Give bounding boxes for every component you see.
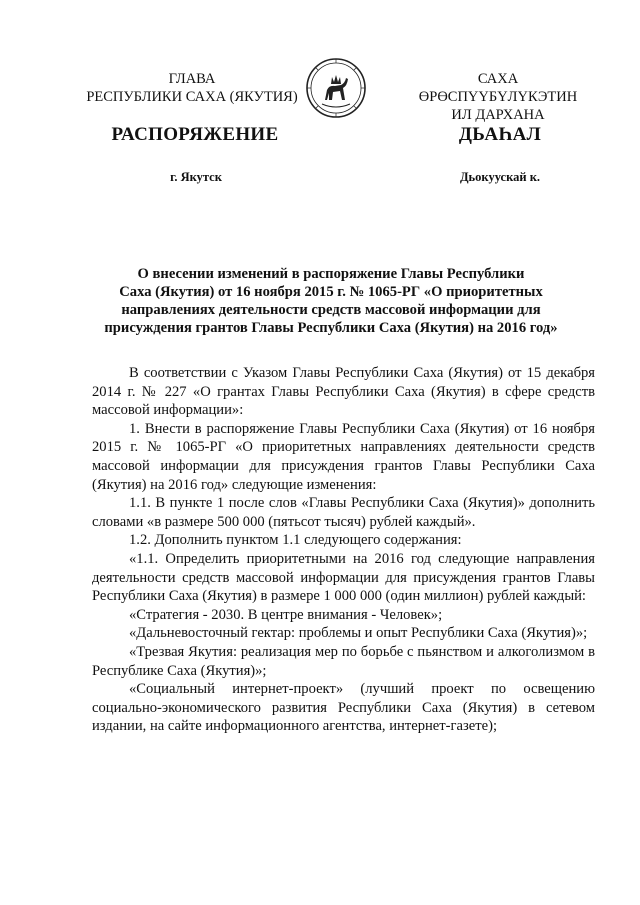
paragraph-new-item-1-1: «1.1. Определить приоритетными на 2016 год следующие направления деятельности средств массовой информации для присуждения грантов Главы Республики Саха (Якутия) в размере 1 000 000 (один миллион) рублей каждый:	[92, 550, 595, 605]
header-left-line1: ГЛАВА	[168, 71, 216, 87]
paragraph-item-1: 1. Внести в распоряжение Главы Республики Саха (Якутия) от 16 ноября 2015 г. № 1065-РГ «О приоритетных направлениях деятельности средств массовой информации для присуждения грантов Главы Республики Саха (Якутия) на 2016 год» следующие изменения:	[92, 420, 595, 493]
document-body	[92, 364, 595, 736]
republic-emblem-icon	[305, 57, 367, 119]
title-line-1: О внесении изменений в распоряжение Главы Республики	[137, 266, 525, 282]
title-line-4: присуждения грантов Главы Республики Саха (Якутия) на 2016 год»	[104, 320, 558, 336]
title-line-2: Саха (Якутия) от 16 ноября 2015 г. № 1065-РГ «О приоритетных	[119, 284, 543, 300]
paragraph-direction-sober: «Трезвая Якутия: реализация мер по борьбе с пьянством и алкоголизмом в Республике Саха (Якутия)»;	[92, 643, 595, 679]
city-russian: г. Якутск	[170, 170, 222, 184]
header-right-line1: САХА ӨРӨСПҮҮБҮЛҮКЭТИН	[418, 71, 578, 105]
document-title	[95, 265, 567, 337]
title-line-3: направлениях деятельности средств массовой информации для	[121, 302, 541, 318]
header-right-line2: ИЛ ДАРХАНА	[451, 107, 545, 123]
paragraph-item-1-1: 1.1. В пункте 1 после слов «Главы Республики Саха (Якутия)» дополнить словами «в размере 500 000 (пятьсот тысяч) рублей каждый».	[92, 495, 595, 530]
header-right	[398, 70, 598, 124]
paragraph-direction-internet: «Социальный интернет-проект» (лучший проект по освещению социально-экономического развития Республики Саха (Якутия) в сетевом издании, на сайте информационного агентства, интернет-газете);	[92, 681, 595, 735]
doc-type-russian: РАСПОРЯЖЕНИЕ	[111, 124, 279, 145]
paragraph-preamble: В соответствии с Указом Главы Республики Саха (Якутия) от 15 декабря 2014 г. № 227 «О грантах Главы Республики Саха (Якутия) в сфере средств массовой информации»:	[92, 365, 595, 419]
paragraph-direction-strategy: «Стратегия - 2030. В центре внимания - Человек»;	[129, 606, 443, 623]
paragraph-item-1-2: 1.2. Дополнить пунктом 1.1 следующего содержания:	[129, 532, 462, 549]
header-left-line2: РЕСПУБЛИКИ САХА (ЯКУТИЯ)	[86, 89, 298, 105]
paragraph-direction-hectare: «Дальневосточный гектар: проблемы и опыт Республики Саха (Якутия)»;	[129, 625, 588, 642]
doc-type-yakut: ДЬАҺАЛ	[458, 124, 542, 145]
city-yakut: Дьокуускай к.	[459, 170, 541, 184]
header-left	[82, 70, 302, 106]
emblem-graphic	[305, 57, 367, 119]
